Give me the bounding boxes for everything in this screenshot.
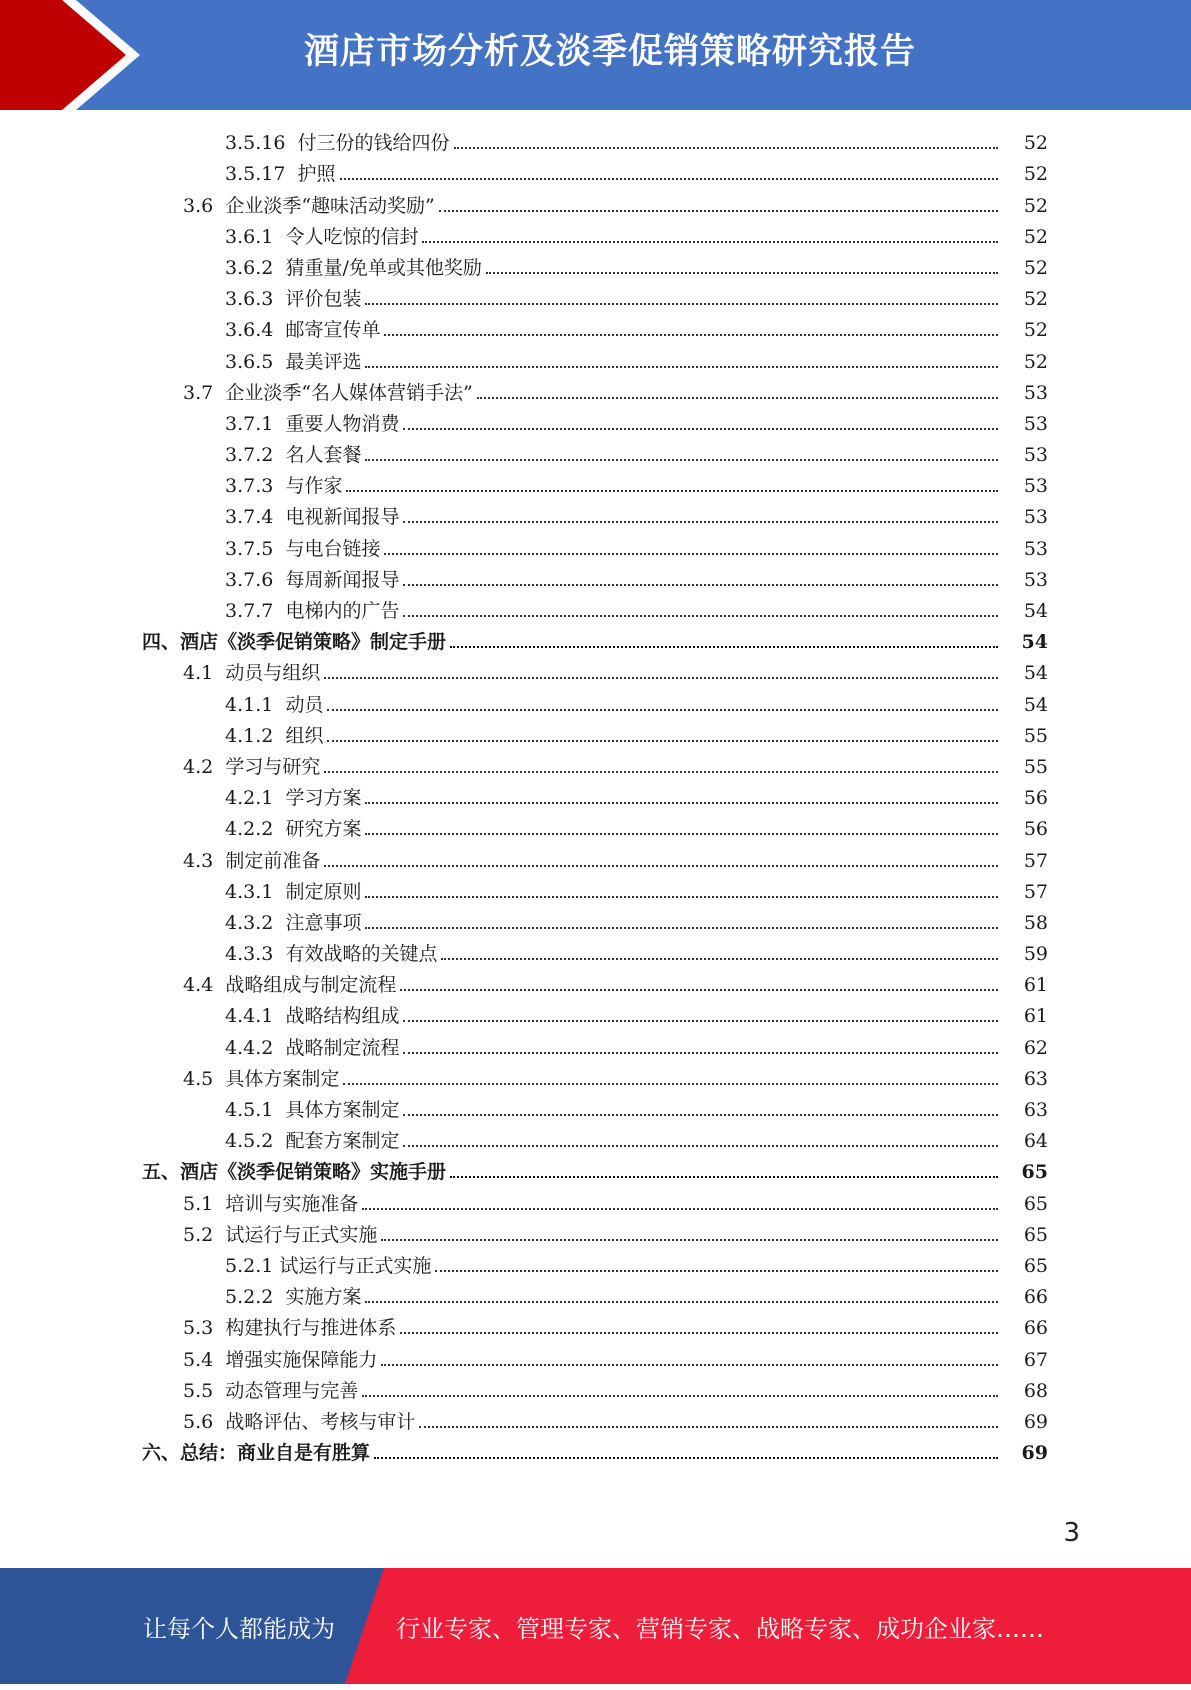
toc-entry[interactable] (0, 969, 1191, 1000)
toc-entry[interactable] (0, 1437, 1191, 1468)
footer-banner (0, 1568, 1191, 1684)
toc-entry-title: 五、酒店《淡季促销策略》实施手册 (142, 1161, 447, 1184)
toc-entry-number: 4.2.2 (225, 818, 274, 841)
toc-entry[interactable] (0, 1312, 1191, 1343)
toc-entry-page: 58 (1023, 911, 1048, 934)
toc-entry-spacer (273, 288, 285, 310)
toc-entry[interactable] (0, 501, 1191, 532)
toc-dot-leader (327, 718, 998, 742)
toc-entry[interactable] (0, 626, 1191, 657)
toc-entry-spacer (213, 1224, 225, 1246)
toc-entry[interactable] (0, 221, 1191, 252)
toc-entry-number: 5.2 (183, 1223, 214, 1246)
toc-entry-number: 4.4.2 (225, 1036, 274, 1059)
toc-entry-title: 付三份的钱给四份 (297, 132, 450, 155)
toc-dot-leader (403, 593, 998, 617)
toc-entry[interactable] (0, 345, 1191, 376)
toc-entry[interactable] (0, 1406, 1191, 1437)
toc-entry-page: 61 (1023, 974, 1048, 997)
toc-entry-title: 动员 (285, 693, 324, 716)
toc-entry-title: 具体方案制定 (285, 1099, 400, 1121)
toc-entry-spacer (273, 475, 285, 497)
toc-entry-number: 3.5.17 (225, 163, 286, 186)
toc-entry-title: 企业淡季“趣味活动奖励” (225, 194, 435, 217)
toc-entry-page: 52 (1023, 319, 1048, 342)
toc-entry-page: 66 (1023, 1317, 1048, 1340)
toc-entry-page: 57 (1023, 880, 1048, 903)
toc-dot-leader (422, 219, 998, 243)
toc-entry-number: 4.5.1 (225, 1099, 274, 1121)
toc-dot-leader (403, 1092, 998, 1116)
toc-dot-leader (324, 749, 998, 773)
toc-entry[interactable] (0, 439, 1191, 470)
toc-entry[interactable] (0, 564, 1191, 595)
toc-entry-page: 52 (1023, 350, 1048, 373)
toc-entry[interactable] (0, 1187, 1191, 1218)
toc-entry-spacer (273, 694, 285, 716)
toc-entry-title: 战略制定流程 (285, 1036, 400, 1059)
toc-entry-spacer (273, 881, 285, 903)
toc-dot-leader (362, 1373, 998, 1397)
toc-entry[interactable] (0, 158, 1191, 189)
toc-dot-leader (384, 531, 998, 555)
toc-entry-spacer (213, 1349, 225, 1371)
toc-entry[interactable] (0, 1000, 1191, 1031)
toc-entry-number: 5.6 (183, 1410, 214, 1433)
toc-entry-title: 学习与研究 (225, 755, 321, 778)
footer-slogan-right: 行业专家、管理专家、营销专家、战略专家、成功企业家…… (396, 1615, 1044, 1643)
toc-entry-spacer (273, 257, 285, 279)
toc-entry[interactable] (0, 377, 1191, 408)
toc-entry[interactable] (0, 1156, 1191, 1187)
toc-entry-spacer (213, 974, 225, 996)
toc-dot-leader (343, 1061, 998, 1085)
toc-entry-spacer (273, 506, 285, 528)
toc-dot-leader (381, 1217, 998, 1241)
toc-entry-number: 5.4 (183, 1348, 214, 1371)
toc-entry-page: 69 (1021, 1442, 1048, 1465)
toc-entry-page: 53 (1023, 444, 1048, 467)
toc-entry-number: 3.7.4 (225, 506, 274, 529)
toc-dot-leader (381, 1342, 998, 1366)
toc-entry-spacer (273, 787, 285, 809)
toc-entry[interactable] (0, 751, 1191, 782)
toc-dot-leader (441, 936, 998, 960)
toc-entry-title: 电梯内的广告 (285, 600, 400, 622)
toc-entry-title: 制定原则 (285, 880, 362, 903)
toc-entry-number: 4.2 (183, 755, 214, 778)
toc-entry-spacer (213, 1411, 225, 1433)
toc-entry-page: 61 (1023, 1005, 1048, 1028)
toc-entry-number: 3.7.7 (225, 600, 274, 622)
toc-entry[interactable] (0, 252, 1191, 283)
toc-entry[interactable] (0, 688, 1191, 719)
toc-entry-spacer (213, 662, 225, 684)
toc-entry-number: 3.7.2 (225, 444, 274, 467)
toc-entry-page: 52 (1023, 288, 1048, 311)
toc-entry-page: 52 (1023, 256, 1048, 279)
toc-entry[interactable] (0, 1063, 1191, 1094)
toc-entry-number: 4.3.3 (225, 943, 274, 966)
toc-entry-spacer (273, 818, 285, 840)
toc-entry[interactable] (0, 595, 1191, 626)
toc-dot-leader (454, 125, 998, 149)
toc-entry-title: 注意事项 (285, 911, 362, 934)
toc-entry-title: 动态管理与完善 (225, 1379, 359, 1402)
toc-entry[interactable] (0, 720, 1191, 751)
toc-dot-leader (365, 437, 998, 461)
toc-entry-spacer (273, 319, 285, 341)
toc-entry-number: 4.3.1 (225, 880, 274, 903)
toc-entry-page: 56 (1023, 818, 1048, 841)
toc-entry-page: 52 (1023, 163, 1048, 186)
toc-entry-title: 战略结构组成 (285, 1005, 400, 1028)
toc-entry-number: 3.7.1 (225, 412, 274, 435)
toc-entry-title: 构建执行与推进体系 (225, 1317, 397, 1340)
toc-entry-page: 52 (1023, 132, 1048, 155)
toc-dot-leader (477, 375, 998, 399)
toc-entry-title: 具体方案制定 (225, 1067, 340, 1090)
toc-entry-title: 培训与实施准备 (225, 1192, 359, 1215)
toc-entry-number: 4.1.2 (225, 724, 274, 747)
toc-entry-spacer (273, 1005, 285, 1027)
toc-entry-page: 53 (1023, 506, 1048, 529)
toc-entry-number: 4.5.2 (225, 1130, 274, 1153)
toc-entry-spacer (213, 850, 225, 872)
toc-entry-title: 邮寄宣传单 (285, 319, 381, 342)
toc-entry-page: 55 (1023, 755, 1048, 778)
toc-entry[interactable] (0, 1281, 1191, 1312)
toc-entry-spacer (273, 912, 285, 934)
toc-entry[interactable] (0, 938, 1191, 969)
toc-entry-spacer (273, 1099, 285, 1121)
toc-entry-title: 有效战略的关键点 (285, 943, 438, 966)
toc-entry[interactable] (0, 1250, 1191, 1281)
table-of-contents (0, 127, 1191, 1468)
toc-entry[interactable] (0, 470, 1191, 501)
toc-entry-number: 3.6 (183, 194, 214, 217)
toc-entry-spacer (213, 1380, 225, 1402)
toc-entry-title: 四、酒店《淡季促销策略》制定手册 (142, 631, 447, 654)
toc-entry-number: 4.4 (183, 974, 214, 997)
header-banner (0, 0, 1191, 110)
toc-entry-spacer (213, 382, 225, 404)
toc-entry[interactable] (0, 844, 1191, 875)
toc-entry-title: 名人套餐 (285, 444, 362, 467)
toc-dot-leader (384, 312, 998, 336)
toc-entry-spacer (213, 1068, 225, 1090)
toc-entry-page: 54 (1021, 631, 1048, 654)
toc-entry-title: 企业淡季“名人媒体营销手法” (225, 381, 473, 404)
toc-dot-leader (365, 811, 998, 835)
toc-entry-page: 54 (1023, 662, 1048, 685)
toc-entry-title: 六、总结：商业自是有胜算 (142, 1442, 371, 1465)
toc-entry-number: 4.1 (183, 662, 214, 685)
toc-entry-page: 62 (1023, 1036, 1048, 1059)
toc-entry-number: 5.1 (183, 1192, 214, 1215)
toc-dot-leader (400, 967, 998, 991)
toc-dot-leader (340, 156, 998, 180)
toc-entry-page: 65 (1021, 1161, 1048, 1184)
toc-entry-number: 4.4.1 (225, 1005, 274, 1028)
chevron-arrow-icon (0, 0, 160, 110)
toc-entry[interactable] (0, 782, 1191, 813)
toc-dot-leader (403, 562, 998, 586)
toc-dot-leader (365, 905, 998, 929)
toc-entry-title: 研究方案 (285, 818, 362, 841)
toc-entry-number: 5.5 (183, 1379, 214, 1402)
toc-entry-title: 组织 (285, 724, 324, 747)
toc-dot-leader (403, 499, 998, 523)
toc-dot-leader (362, 1186, 998, 1210)
toc-entry-page: 65 (1023, 1223, 1048, 1246)
toc-entry-page: 63 (1023, 1099, 1048, 1121)
document-title: 酒店市场分析及淡季促销策略研究报告 (303, 32, 916, 72)
toc-entry[interactable] (0, 1375, 1191, 1406)
toc-entry-title: 与作家 (285, 475, 343, 498)
toc-dot-leader (365, 780, 998, 804)
toc-entry[interactable] (0, 1094, 1191, 1125)
toc-entry-number: 4.3 (183, 849, 214, 872)
toc-entry[interactable] (0, 1343, 1191, 1374)
toc-entry-number: 5.3 (183, 1317, 214, 1340)
toc-entry-spacer (273, 226, 285, 248)
toc-entry-number: 3.5.16 (225, 132, 286, 155)
toc-entry-page: 59 (1023, 943, 1048, 966)
toc-entry-spacer (213, 1317, 225, 1339)
toc-entry[interactable] (0, 314, 1191, 345)
toc-entry-title: 制定前准备 (225, 849, 321, 872)
toc-entry-spacer (273, 351, 285, 373)
toc-entry[interactable] (0, 283, 1191, 314)
toc-dot-leader (403, 406, 998, 430)
toc-entry-title: 电视新闻报导 (285, 506, 400, 529)
toc-entry-title: 学习方案 (285, 787, 362, 810)
toc-entry-title: 战略组成与制定流程 (225, 974, 397, 997)
toc-entry-page: 56 (1023, 787, 1048, 810)
toc-entry-page: 55 (1023, 724, 1048, 747)
toc-entry[interactable] (0, 532, 1191, 563)
toc-dot-leader (435, 1248, 998, 1272)
toc-entry-number: 3.7.5 (225, 537, 274, 560)
toc-entry-title: 每周新闻报导 (285, 568, 400, 591)
toc-entry-number: 3.6.2 (225, 256, 274, 279)
toc-entry-title: 试运行与正式实施 (279, 1254, 432, 1277)
toc-entry-page: 53 (1023, 475, 1048, 498)
toc-entry-page: 68 (1023, 1379, 1048, 1402)
toc-entry[interactable] (0, 876, 1191, 907)
toc-entry-page: 57 (1023, 849, 1048, 872)
toc-entry-title: 动员与组织 (225, 662, 321, 685)
toc-dot-leader (439, 188, 998, 212)
toc-dot-leader (450, 1154, 998, 1178)
toc-entry-spacer (273, 1037, 285, 1059)
toc-entry-number: 3.7.3 (225, 475, 274, 498)
toc-entry-number: 3.6.5 (225, 350, 274, 373)
toc-entry-title: 增强实施保障能力 (225, 1348, 378, 1371)
toc-entry[interactable] (0, 907, 1191, 938)
toc-dot-leader (486, 250, 998, 274)
toc-entry-title: 猜重量/免单或其他奖励 (285, 256, 482, 279)
toc-entry-spacer (285, 163, 297, 185)
toc-entry-number: 3.7 (183, 381, 214, 404)
toc-entry-spacer (273, 1286, 285, 1308)
toc-entry[interactable] (0, 1219, 1191, 1250)
toc-entry-title: 最美评选 (285, 350, 362, 373)
toc-entry-title: 令人吃惊的信封 (285, 225, 419, 248)
toc-entry[interactable] (0, 1031, 1191, 1062)
toc-entry-number: 3.6.4 (225, 319, 274, 342)
toc-entry-title: 重要人物消费 (285, 412, 400, 435)
toc-entry-number: 3.6.3 (225, 288, 274, 311)
toc-entry-number: 3.6.1 (225, 225, 274, 248)
toc-dot-leader (365, 1279, 998, 1303)
toc-entry-title: 配套方案制定 (285, 1130, 400, 1153)
toc-entry-title: 战略评估、考核与审计 (225, 1410, 416, 1433)
toc-entry-title: 与电台链接 (285, 537, 381, 560)
toc-dot-leader (365, 344, 998, 368)
toc-entry-page: 65 (1023, 1192, 1048, 1215)
toc-entry[interactable] (0, 408, 1191, 439)
toc-dot-leader (419, 1404, 998, 1428)
toc-entry-title: 试运行与正式实施 (225, 1223, 378, 1246)
toc-entry-spacer (273, 725, 285, 747)
toc-entry-page: 53 (1023, 568, 1048, 591)
toc-entry-spacer (273, 538, 285, 560)
toc-entry-number: 5.2.2 (225, 1286, 274, 1309)
toc-entry-spacer (213, 756, 225, 778)
toc-entry-number: 3.7.6 (225, 568, 274, 591)
toc-entry-number: 4.3.2 (225, 911, 274, 934)
toc-entry-spacer (273, 943, 285, 965)
toc-dot-leader (400, 1310, 998, 1334)
toc-dot-leader (450, 624, 998, 648)
toc-dot-leader (403, 1030, 998, 1054)
toc-dot-leader (365, 281, 998, 305)
toc-entry-spacer (273, 600, 285, 622)
toc-entry-page: 63 (1023, 1067, 1048, 1090)
toc-entry-spacer (213, 1193, 225, 1215)
page-number: 3 (1063, 1518, 1080, 1548)
toc-entry[interactable] (0, 189, 1191, 220)
toc-dot-leader (324, 843, 998, 867)
toc-entry-number: 5.2.1 (225, 1254, 274, 1277)
toc-entry[interactable] (0, 1125, 1191, 1156)
toc-entry-page: 54 (1023, 600, 1048, 622)
toc-entry-number: 4.2.1 (225, 787, 274, 810)
toc-entry-spacer (273, 444, 285, 466)
toc-entry-spacer (213, 195, 225, 217)
toc-entry-page: 52 (1023, 194, 1048, 217)
toc-dot-leader (374, 1435, 998, 1459)
footer-slogan-left: 让每个人都能成为 (143, 1615, 335, 1643)
toc-dot-leader (365, 874, 998, 898)
toc-entry-page: 54 (1023, 693, 1048, 716)
toc-entry-number: 4.1.1 (225, 693, 274, 716)
toc-entry-spacer (285, 132, 297, 154)
toc-entry-page: 53 (1023, 537, 1048, 560)
toc-entry[interactable] (0, 657, 1191, 688)
toc-dot-leader (403, 998, 998, 1022)
toc-entry-spacer (273, 569, 285, 591)
toc-entry-page: 64 (1023, 1130, 1048, 1153)
toc-entry-number: 4.5 (183, 1067, 214, 1090)
toc-entry-page: 69 (1023, 1410, 1048, 1433)
toc-entry-title: 实施方案 (285, 1286, 362, 1309)
toc-dot-leader (324, 655, 998, 679)
toc-entry[interactable] (0, 813, 1191, 844)
toc-dot-leader (346, 468, 998, 492)
toc-entry-title: 护照 (297, 163, 336, 186)
toc-entry-page: 53 (1023, 381, 1048, 404)
toc-dot-leader (327, 687, 998, 711)
toc-entry-spacer (273, 1130, 285, 1152)
toc-entry-page: 67 (1023, 1348, 1048, 1371)
toc-dot-leader (403, 1123, 998, 1147)
toc-entry-page: 66 (1023, 1286, 1048, 1309)
toc-entry-title: 评价包装 (285, 288, 362, 311)
toc-entry-page: 65 (1023, 1254, 1048, 1277)
toc-entry-page: 52 (1023, 225, 1048, 248)
toc-entry[interactable] (0, 127, 1191, 158)
toc-entry-spacer (273, 413, 285, 435)
toc-entry-page: 53 (1023, 412, 1048, 435)
